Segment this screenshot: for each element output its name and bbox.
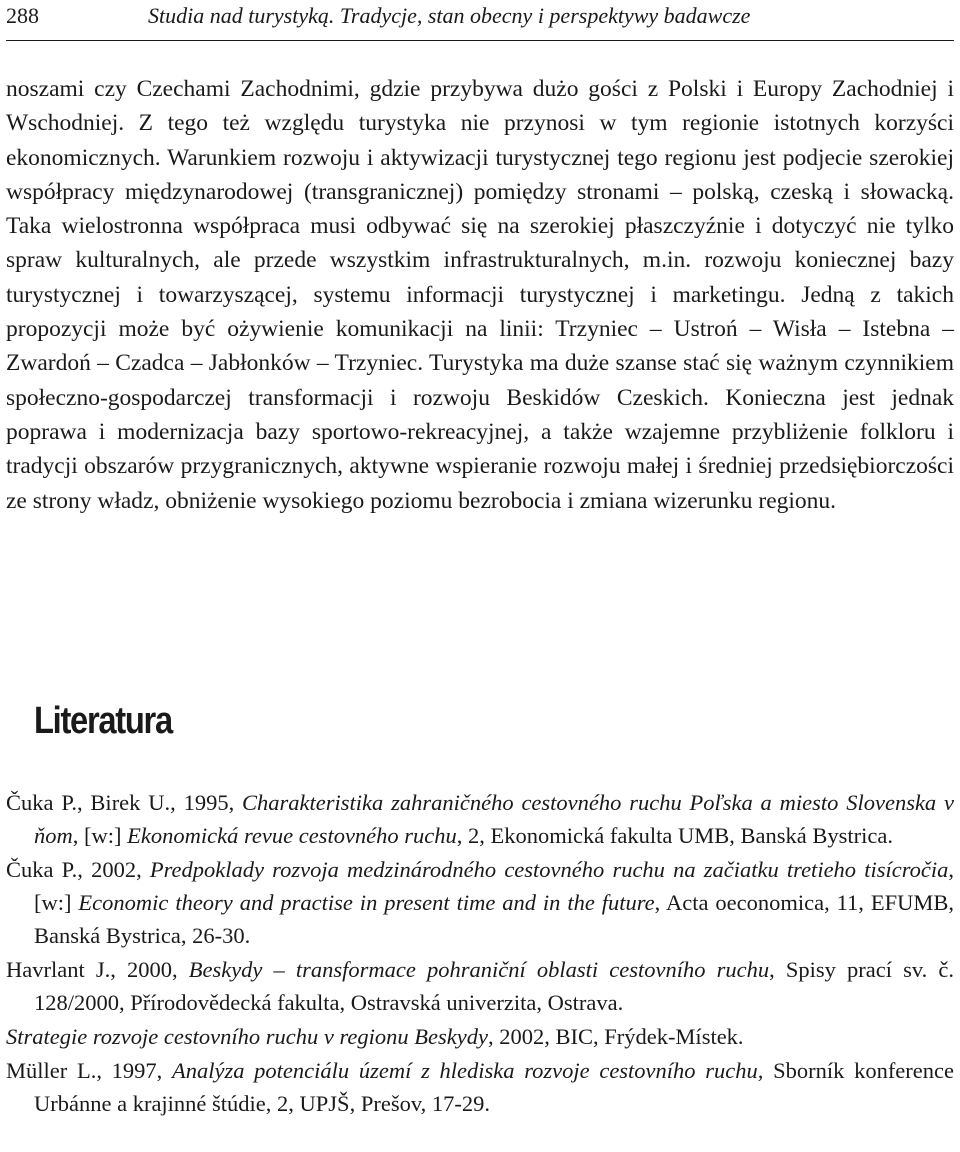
reference-title: Charakteristika zahraničného cestovného ruchu Poľska a miesto Slovenska v ňom	[34, 790, 955, 848]
reference-details: , Spisy prací sv. č. 128/2000, Přírodovědecká fakulta, Ostravská univerzita, Ostrava.	[34, 957, 954, 1015]
reference-authors: Čuka P., 2002,	[6, 857, 150, 882]
reference-list	[6, 786, 954, 1121]
reference-details: , Acta oeconomica, 11, EFUMB, Banská Bystrica, 26-30.	[34, 890, 954, 948]
reference-source: Ekonomická revue cestovného ruchu	[127, 823, 457, 848]
reference-details: , 2002, BIC, Frýdek-Místek.	[487, 1024, 744, 1049]
section-heading: Literatura	[34, 700, 172, 742]
reference-title: Strategie rozvoje cestovního ruchu v regionu Beskydy	[6, 1024, 488, 1049]
reference-authors: Čuka P., Birek U., 1995,	[6, 790, 243, 815]
reference-item	[6, 1054, 954, 1120]
reference-authors: Müller L., 1997,	[6, 1058, 172, 1083]
reference-title: Beskydy – transformace pohraniční oblasti cestovního ruchu	[188, 957, 770, 982]
reference-item	[6, 853, 954, 952]
reference-details: Sborník konference Urbánne a krajinné štúdie, 2, UPJŠ, Prešov, 17-29.	[34, 1058, 954, 1116]
reference-title: Analýza potenciálu území z hlediska rozvoje cestovního ruchu,	[171, 1058, 764, 1083]
reference-title: Predpoklady rozvoja medzinárodného cestovného ruchu na začiatku tretieho tisícročia	[149, 857, 949, 882]
reference-connector: , [w:]	[72, 823, 128, 848]
running-header	[6, 0, 954, 41]
reference-connector: , [w:]	[34, 857, 954, 915]
body-paragraph: noszami czy Czechami Zachodnimi, gdzie przybywa dużo gości z Polski i Europy Zachodniej i Wschodniej. Z tego też względu turystyka nie przynosi w tym regionie istotnych korzyści ekonomicznych. Warunkiem rozwoju i aktywizacji turystycznej tego regionu jest podjecie szerokiej współpracy międzynarodowej (transgranicznej) pomiędzy stronami – polską, czeską i słowacką. Taka wielostronna współpraca musi odbywać się na szerokiej płaszczyźnie i dotyczyć nie tylko spraw kulturalnych, ale przede wszystkim infrastrukturalnych, m.in. rozwoju koniecznej bazy turystycznej i towarzyszącej, systemu informacji turystycznej i marketingu. Jedną z takich propozycji może być ożywienie komunikacji na linii: Trzyniec – Ustroń – Wisła – Istebna – Zwardoń – Czadca – Jabłonków – Trzyniec. Turystyka ma duże szanse stać się ważnym czynnikiem społeczno-gospodarczej transformacji i rozwoju Beskidów Czeskich. Konieczna jest jednak poprawa i modernizacja bazy sportowo-rekreacyjnej, a także wzajemne przybliżenie folkloru i tradycji obszarów przygranicznych, aktywne wspieranie rozwoju małej i średniej przedsiębiorczości ze strony władz, obniżenie wysokiego poziomu bezrobocia i zmiana wizerunku regionu.	[6, 76, 954, 514]
reference-authors: Havrlant J., 2000,	[6, 957, 189, 982]
reference-item	[6, 786, 954, 852]
running-title: Studia nad turystyką. Tradycje, stan obecny i perspektywy badawcze	[148, 3, 751, 28]
reference-item	[6, 1020, 954, 1053]
reference-source: Economic theory and practise in present time and in the future	[78, 890, 655, 915]
reference-details: , 2, Ekonomická fakulta UMB, Banská Bystrica.	[456, 823, 893, 848]
reference-item	[6, 953, 954, 1019]
page-number: 288	[6, 3, 39, 28]
